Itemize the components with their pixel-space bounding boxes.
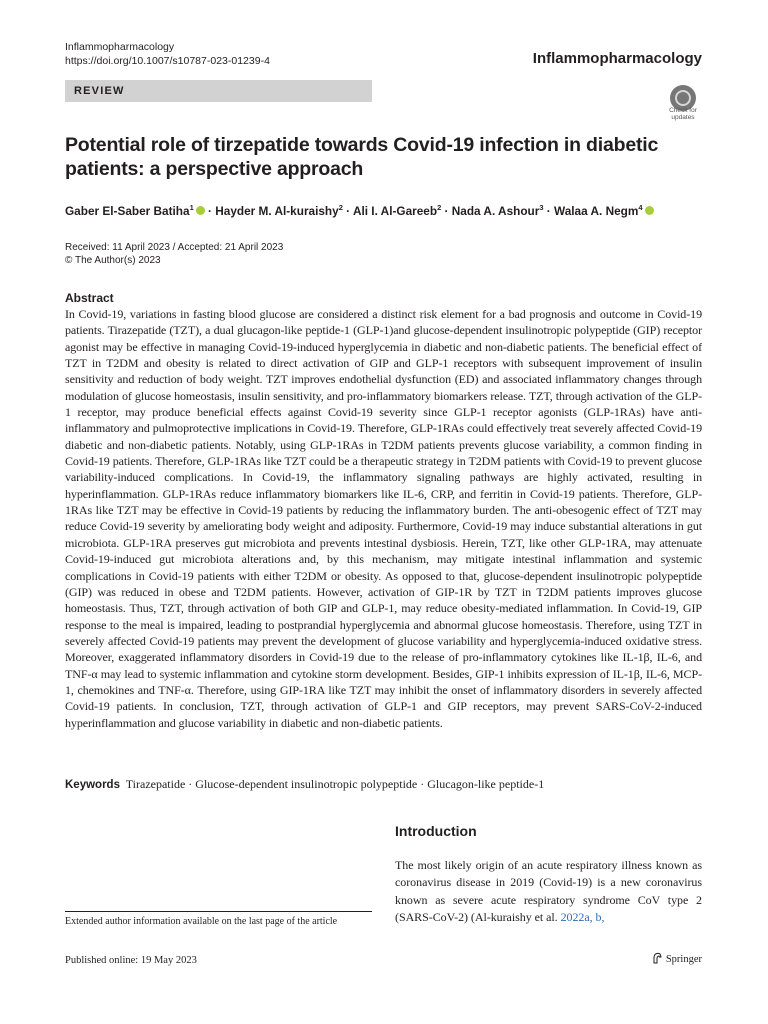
author[interactable] [353,204,441,218]
article-dates [65,241,283,267]
published-online-date: Published online: 19 May 2023 [65,955,197,966]
springer-horse-icon [652,952,662,964]
abstract-heading: Abstract [65,291,114,305]
abstract-text: In Covid-19, variations in fasting blood glucose are considered a distinct risk element for a bad prognosis and outcome in Covid-19 patients. Tirazepatide (TZT), a dual glucagon-like peptide-1 (GLP-1)and glucose-dependent insulinotropic polypeptide (GIP) receptor agonist may be effective in managing Covid-19-induced hyperglycemia in diabetic and non-diabetic patients. The beneficial effect of TZT in T2DM and obesity is related to direct activation of GIP and GLP-1 receptors with subsequent improvement of insulin sensitivity and reduction of body weight. TZT improves endothelial dysfunction (ED) and associated inflammatory changes through modulation of glucose homeostasis, insulin sensitivity, and pro-inflammatory biomarkers release. TZT, through activation of the GLP-1 receptor, may produce beneficial effects against Covid-19 severity since GLP-1 receptor agonists (GLP-1RAs) have anti-inflammatory and pulmoprotective implications in Covid-19. Therefore, GLP-1RAs could effectively treat severely affected Covid-19 diabetic and non-diabetic patients. Notably, using GLP-1RAs in T2DM patients prevents glucose variability, a common finding in Covid-19 patients. Therefore, GLP-1RAs like TZT could be a therapeutic strategy in T2DM patients with Covid-19 to prevent glucose variability-induced complications. In Covid-19, the inflammatory signaling pathways are highly activated, resulting in hyperinflammation. GLP-1RAs reduce inflammatory biomarkers like IL-6, CRP, and ferritin in Covid-19 patients. Therefore, GLP-1RAs like TZT may be effective in Covid-19 patients by reducing the inflammatory burden. The anti-obesogenic effect of TZT may reduce Covid-19 severity by ameliorating body weight and adiposity. Furthermore, Covid-19 may induce substantial alterations in gut microbiota. GLP-1RA preserves gut microbiota and prevents intestinal dysbiosis. Herein, TZT, like other GLP-1RA, may attenuate Covid-19-induced gut microbiota alterations and, by this mechanism, may mitigate intestinal inflammation and systemic complications in Covid-19 patients with either T2DM or obesity. As opposed to that, glucose-dependent insulinotropic polypeptide (GIP) was reduced in obese and T2DM patients. However, activation of GIP-1R by TZT in T2DM patients improves glucose homeostasis. Thus, TZT, through activation of both GIP and GLP-1, may reduce obesity-mediated inflammation. In Covid-19, GIP response to the meal is impaired, leading to postprandial hyperglycemia and abnormal glucose homeostasis. Therefore, using TZT in severely affected Covid-19 patients may prevent the development of glucose variability and hyperglycemia-induced oxidative stress. Moreover, exaggerated inflammatory disorders in Covid-19 due to the release of pro-inflammatory cytokines like IL-1β, IL-6, and TNF-α may lead to systemic inflammation and cytokine storm development. Besides, GIP-1 inhibits expression of IL-1β, IL-6, MCP-1, chemokines and TNF-α. Therefore, using GIP-1RA like TZT may inhibit the onset of inflammatory disorders in severely affected Covid-19 patients. In conclusion, TZT, through activation of GLP-1 and GIP receptors, may prevent SARS-CoV-2-induced hyperinflammation and glucose variability in diabetic and non-diabetic patients. [65,307,702,730]
keywords-label: Keywords [65,779,120,791]
footnote: Extended author information available on the last page of the article [65,916,338,927]
introduction-heading: Introduction [395,823,477,839]
author[interactable] [452,204,544,218]
publisher-logo: Springer [652,952,702,965]
author-separator: · [441,203,452,218]
author-list [65,203,654,218]
badge-text: Check for updates [669,107,697,121]
copyright: © The Author(s) 2023 [65,255,161,266]
author-affiliation: 3 [539,203,544,212]
author-name: Walaa A. Negm [554,203,639,218]
keywords [65,777,544,792]
author[interactable] [554,204,654,218]
doi-link[interactable]: https://doi.org/10.1007/s10787-023-01239-4 [65,55,270,67]
author-separator: · [543,203,555,218]
check-for-updates-badge[interactable] [663,85,703,125]
citation-link[interactable]: 2022a, b, [560,910,605,925]
orcid-icon[interactable] [645,206,654,215]
author-name: Gaber El-Saber Batiha [65,203,190,218]
author-name: Ali I. Al-Gareeb [352,203,438,218]
author-affiliation: 2 [338,203,343,212]
orcid-icon[interactable] [196,206,205,215]
author-separator: · [204,203,216,218]
article-title: Potential role of tirzepatide towards Covid-19 infection in diabetic patients: a perspective approach [65,134,659,180]
author-affiliation: 4 [638,203,643,212]
author-affiliation: 1 [189,203,194,212]
author[interactable] [65,204,205,218]
journal-name: Inflammopharmacology [65,41,175,53]
keywords-text: Tirazepatide · Glucose-dependent insulinotropic polypeptide · Glucagon-like peptide-1 [125,777,545,791]
introduction-text: The most likely origin of an acute respiratory illness known as coronavirus disease in 2019 (Covid-19) is a new coronavirus known as severe acute respiratory syndrome CoV type 2 (SARS-CoV-2) (Al-kuraishy et al. 2022a, b, [395,858,702,925]
author-separator: · [342,203,353,218]
author[interactable] [215,204,343,218]
article-type-label: REVIEW [74,85,125,97]
author-name: Hayder M. Al-kuraishy [215,203,339,218]
author-name: Nada A. Ashour [451,203,540,218]
article-type-band [65,80,372,102]
journal-title: Inflammopharmacology [532,50,702,67]
author-affiliation: 2 [437,203,442,212]
footnote-divider [65,911,372,912]
received-accepted-date: Received: 11 April 2023 / Accepted: 21 April 2023 [65,242,284,253]
